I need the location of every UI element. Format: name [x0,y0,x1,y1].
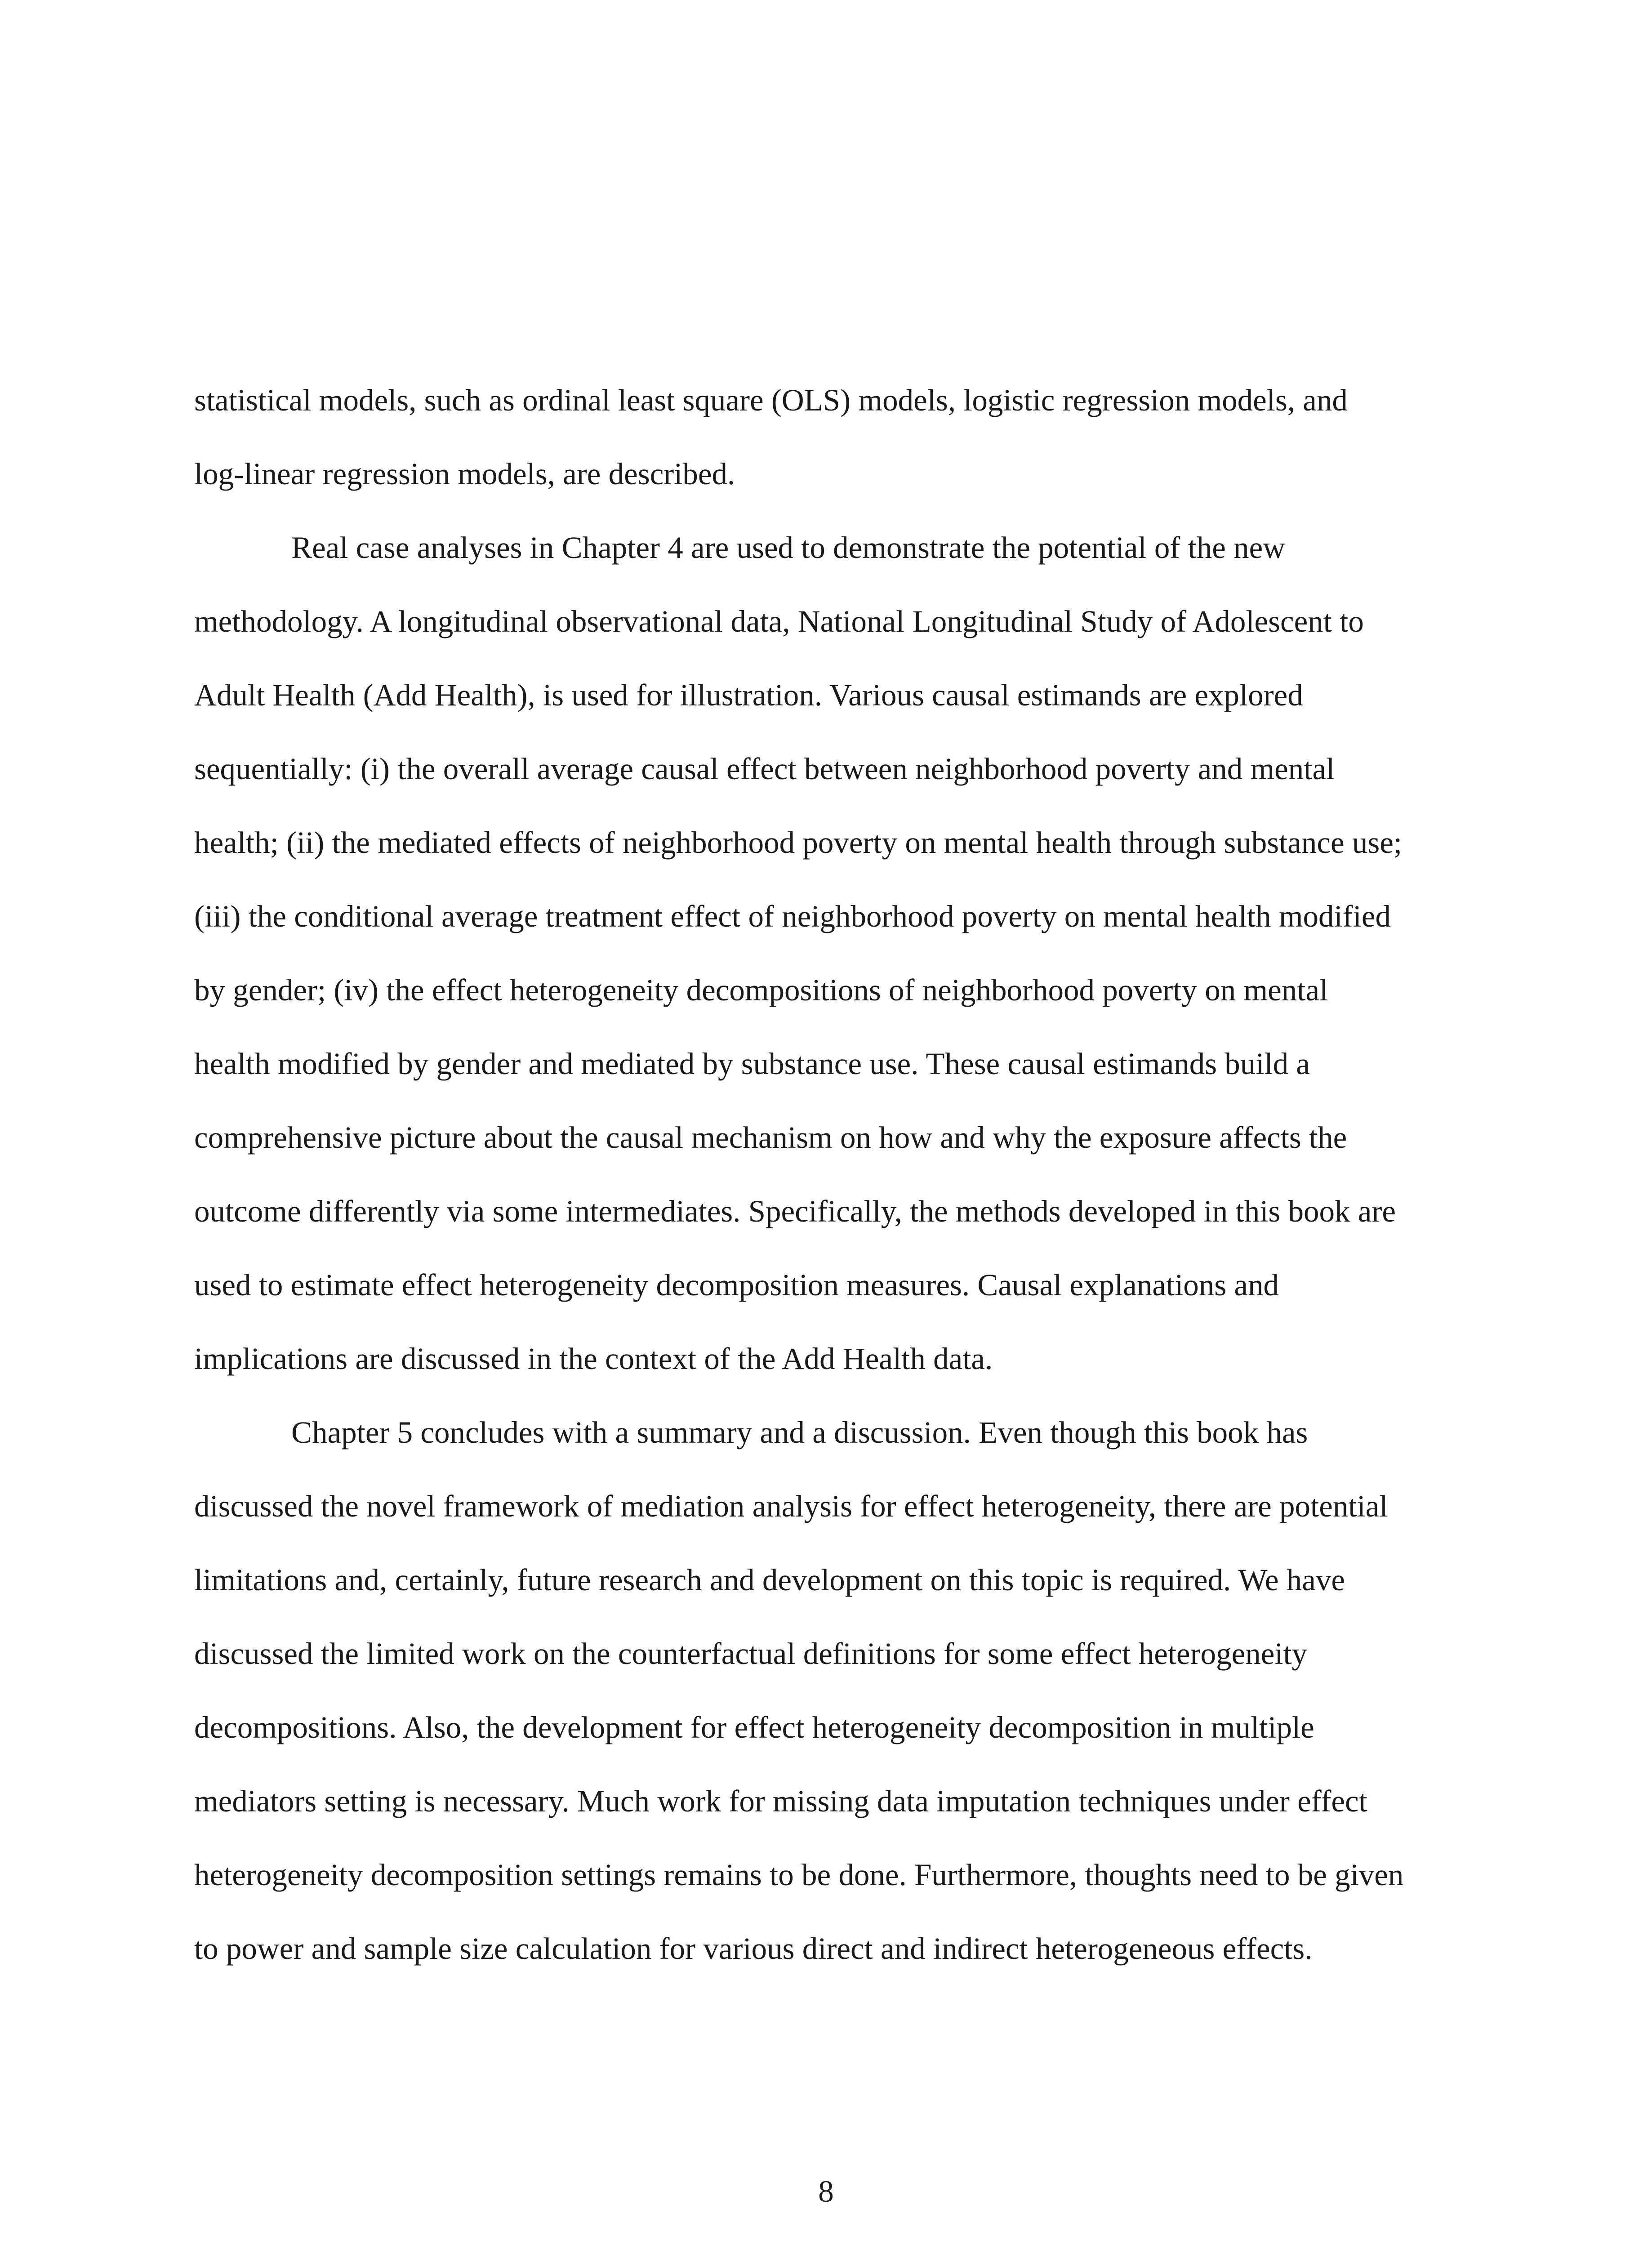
paragraph-1-line-1: statistical models, such as ordinal least square (OLS) models, logistic regression models, and [194,383,1348,417]
paragraph-2-line-10: outcome differently via some intermediates. Specifically, the methods developed in this book are [194,1194,1396,1228]
paragraph-3-line-5: decompositions. Also, the development for effect heterogeneity decomposition in multiple [194,1710,1314,1744]
body-text [194,363,1453,1985]
paragraph-2-line-2: methodology. A longitudinal observational data, National Longitudinal Study of Adolescent to [194,604,1364,638]
paragraph-2-line-6: (iii) the conditional average treatment effect of neighborhood poverty on mental health modified [194,899,1391,933]
paragraph-2-line-4: sequentially: (i) the overall average causal effect between neighborhood poverty and mental [194,752,1335,786]
paragraph-3-line-6: mediators setting is necessary. Much work for missing data imputation techniques under effect [194,1784,1367,1818]
paragraph-2-line-8: health modified by gender and mediated by substance use. These causal estimands build a [194,1047,1310,1081]
paragraph-3-line-1: Chapter 5 concludes with a summary and a discussion. Even though this book has [291,1415,1308,1450]
paragraph-2-line-9: comprehensive picture about the causal mechanism on how and why the exposure affects the [194,1120,1347,1155]
paragraph-1-line-2: log-linear regression models, are described. [194,457,735,491]
paragraph-3-line-3: limitations and, certainly, future research and development on this topic is required. We have [194,1563,1345,1597]
paragraph-2-line-7: by gender; (iv) the effect heterogeneity decompositions of neighborhood poverty on mental [194,973,1328,1007]
paragraph-3-line-8: to power and sample size calculation for various direct and indirect heterogeneous effects. [194,1931,1313,1966]
paragraph-2-line-3: Adult Health (Add Health), is used for illustration. Various causal estimands are explored [194,678,1303,712]
paragraph-3-line-2: discussed the novel framework of mediation analysis for effect heterogeneity, there are potential [194,1489,1388,1523]
paragraph-2-line-5: health; (ii) the mediated effects of neighborhood poverty on mental health through substance use; [194,825,1403,860]
paragraph-2-line-1: Real case analyses in Chapter 4 are used to demonstrate the potential of the new [291,531,1286,565]
paragraph-2-line-12: implications are discussed in the context of the Add Health data. [194,1342,993,1376]
paragraph-2-line-11: used to estimate effect heterogeneity decomposition measures. Causal explanations and [194,1268,1279,1302]
paragraph-3-line-4: discussed the limited work on the counterfactual definitions for some effect heterogeneity [194,1637,1308,1671]
page-number: 8 [818,2174,834,2208]
paragraph-3-line-7: heterogeneity decomposition settings remains to be done. Furthermore, thoughts need to be given [194,1858,1404,1892]
